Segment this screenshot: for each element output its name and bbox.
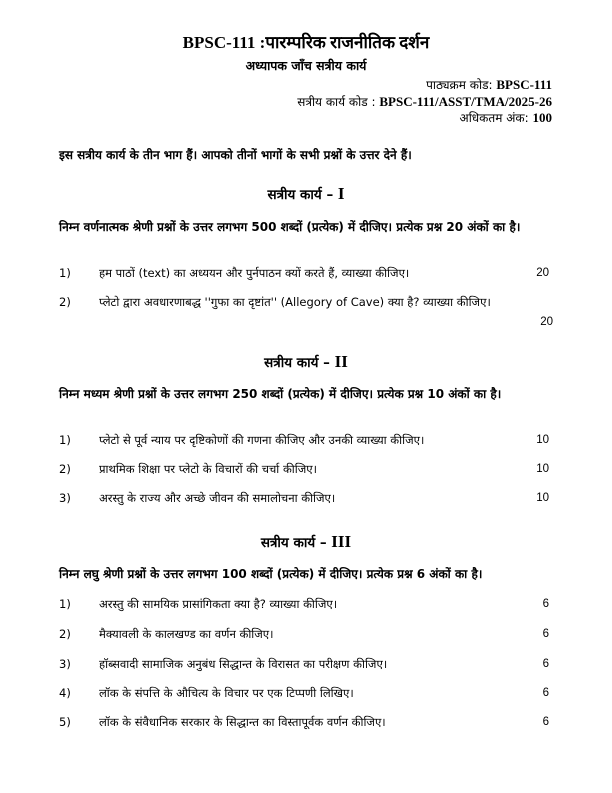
section-heading-label: सत्रीय कार्य – (264, 355, 330, 371)
assignment-code: BPSC-111/ASST/TMA/2025-26 (379, 94, 552, 109)
section-heading-1 (0, 184, 612, 204)
course-code-line (426, 76, 552, 93)
section-instruction-3: निम्न लघु श्रेणी प्रश्नों के उत्तर लगभग 100 शब्दों (प्रत्येक) में दीजिए। प्रत्येक प्रश्न 6 अंकों का है। (59, 567, 483, 581)
question-text: मैक्यावली के कालखण्ड का वर्णन कीजिए। (99, 627, 274, 641)
intro-text: इस सत्रीय कार्य के तीन भाग हैं। आपको तीनों भागों के सभी प्रश्नों के उत्तर देने हैं। (59, 148, 412, 162)
question-number: 2) (59, 627, 71, 641)
question-marks: 6 (542, 598, 549, 610)
section-heading-2 (0, 352, 612, 372)
section-heading-label: सत्रीय कार्य – (267, 187, 334, 203)
question-text: लॉक के संपत्ति के औचित्य के विचार पर एक टिप्पणी लिखिए। (99, 686, 354, 700)
question-text: हॉब्सवादी सामाजिक अनुबंध सिद्धान्त के विरासत का परीक्षण कीजिए। (99, 657, 388, 671)
course-code-label: पाठ्यक्रम कोड: (426, 78, 493, 92)
question-text: अरस्तु की सामयिक प्रासांगिकता क्या है? व्याख्या कीजिए। (99, 597, 338, 611)
section-numeral: III (331, 532, 352, 551)
section-heading-3 (0, 532, 612, 552)
max-marks-line (460, 109, 552, 126)
question-number: 1) (59, 597, 71, 611)
question-marks: 6 (542, 716, 549, 728)
assignment-code-line (297, 93, 552, 110)
section-numeral: II (334, 352, 348, 371)
question-text: अरस्तु के राज्य और अच्छे जीवन की समालोचना कीजिए। (99, 491, 336, 505)
question-text: प्राथमिक शिक्षा पर प्लेटो के विचारों की चर्चा कीजिए। (99, 462, 317, 476)
question-marks: 6 (542, 628, 549, 640)
section-heading-label: सत्रीय कार्य – (260, 535, 327, 551)
question-marks: 10 (536, 463, 549, 475)
page-subtitle: अध्यापक जाँच सत्रीय कार्य (245, 58, 367, 73)
page-title: BPSC-111 :पारम्परिक राजनीतिक दर्शन (182, 33, 430, 52)
max-marks: 100 (532, 110, 552, 125)
question-marks: 20 (540, 316, 553, 328)
question-text: लॉक के संवैधानिक सरकार के सिद्धान्त का विस्तापूर्वक वर्णन कीजिए। (99, 715, 386, 729)
section-instruction-2: निम्न मध्यम श्रेणी प्रश्नों के उत्तर लगभग 250 शब्दों (प्रत्येक) में दीजिए। प्रत्येक प्रश्न 10 अंकों का है। (59, 387, 502, 401)
question-marks: 10 (536, 492, 549, 504)
question-number: 5) (59, 715, 71, 729)
question-text: हम पाठों (text) का अध्ययन और पुर्नपाठन क्यों करते हैं, व्याख्या कीजिए। (99, 266, 410, 280)
question-marks: 10 (536, 434, 549, 446)
question-number: 1) (59, 266, 71, 280)
question-number: 1) (59, 433, 71, 447)
question-number: 4) (59, 686, 71, 700)
section-numeral: I (337, 184, 345, 203)
question-marks: 20 (536, 267, 549, 279)
question-number: 3) (59, 491, 71, 505)
section-instruction-1: निम्न वर्णनात्मक श्रेणी प्रश्नों के उत्तर लगभग 500 शब्दों (प्रत्येक) में दीजिए। प्रत्येक प्रश्न 20 अंकों का है। (59, 220, 521, 234)
question-marks: 6 (542, 687, 549, 699)
question-number: 2) (59, 462, 71, 476)
question-marks: 6 (542, 658, 549, 670)
max-marks-label: अधिकतम अंक: (459, 111, 529, 125)
question-text: प्लेटो द्वारा अवधारणाबद्ध ''गुफा का दृष्टांत'' (Allegory of Cave) क्या है? व्याख्या कीजिए। (99, 295, 491, 309)
question-number: 3) (59, 657, 71, 671)
course-code: BPSC-111 (496, 77, 552, 92)
question-text: प्लेटो से पूर्व न्याय पर दृष्टिकोणों की गणना कीजिए और उनकी व्याख्या कीजिए। (99, 433, 425, 447)
question-number: 2) (59, 295, 71, 309)
assignment-code-label: सत्रीय कार्य कोड : (297, 95, 376, 109)
